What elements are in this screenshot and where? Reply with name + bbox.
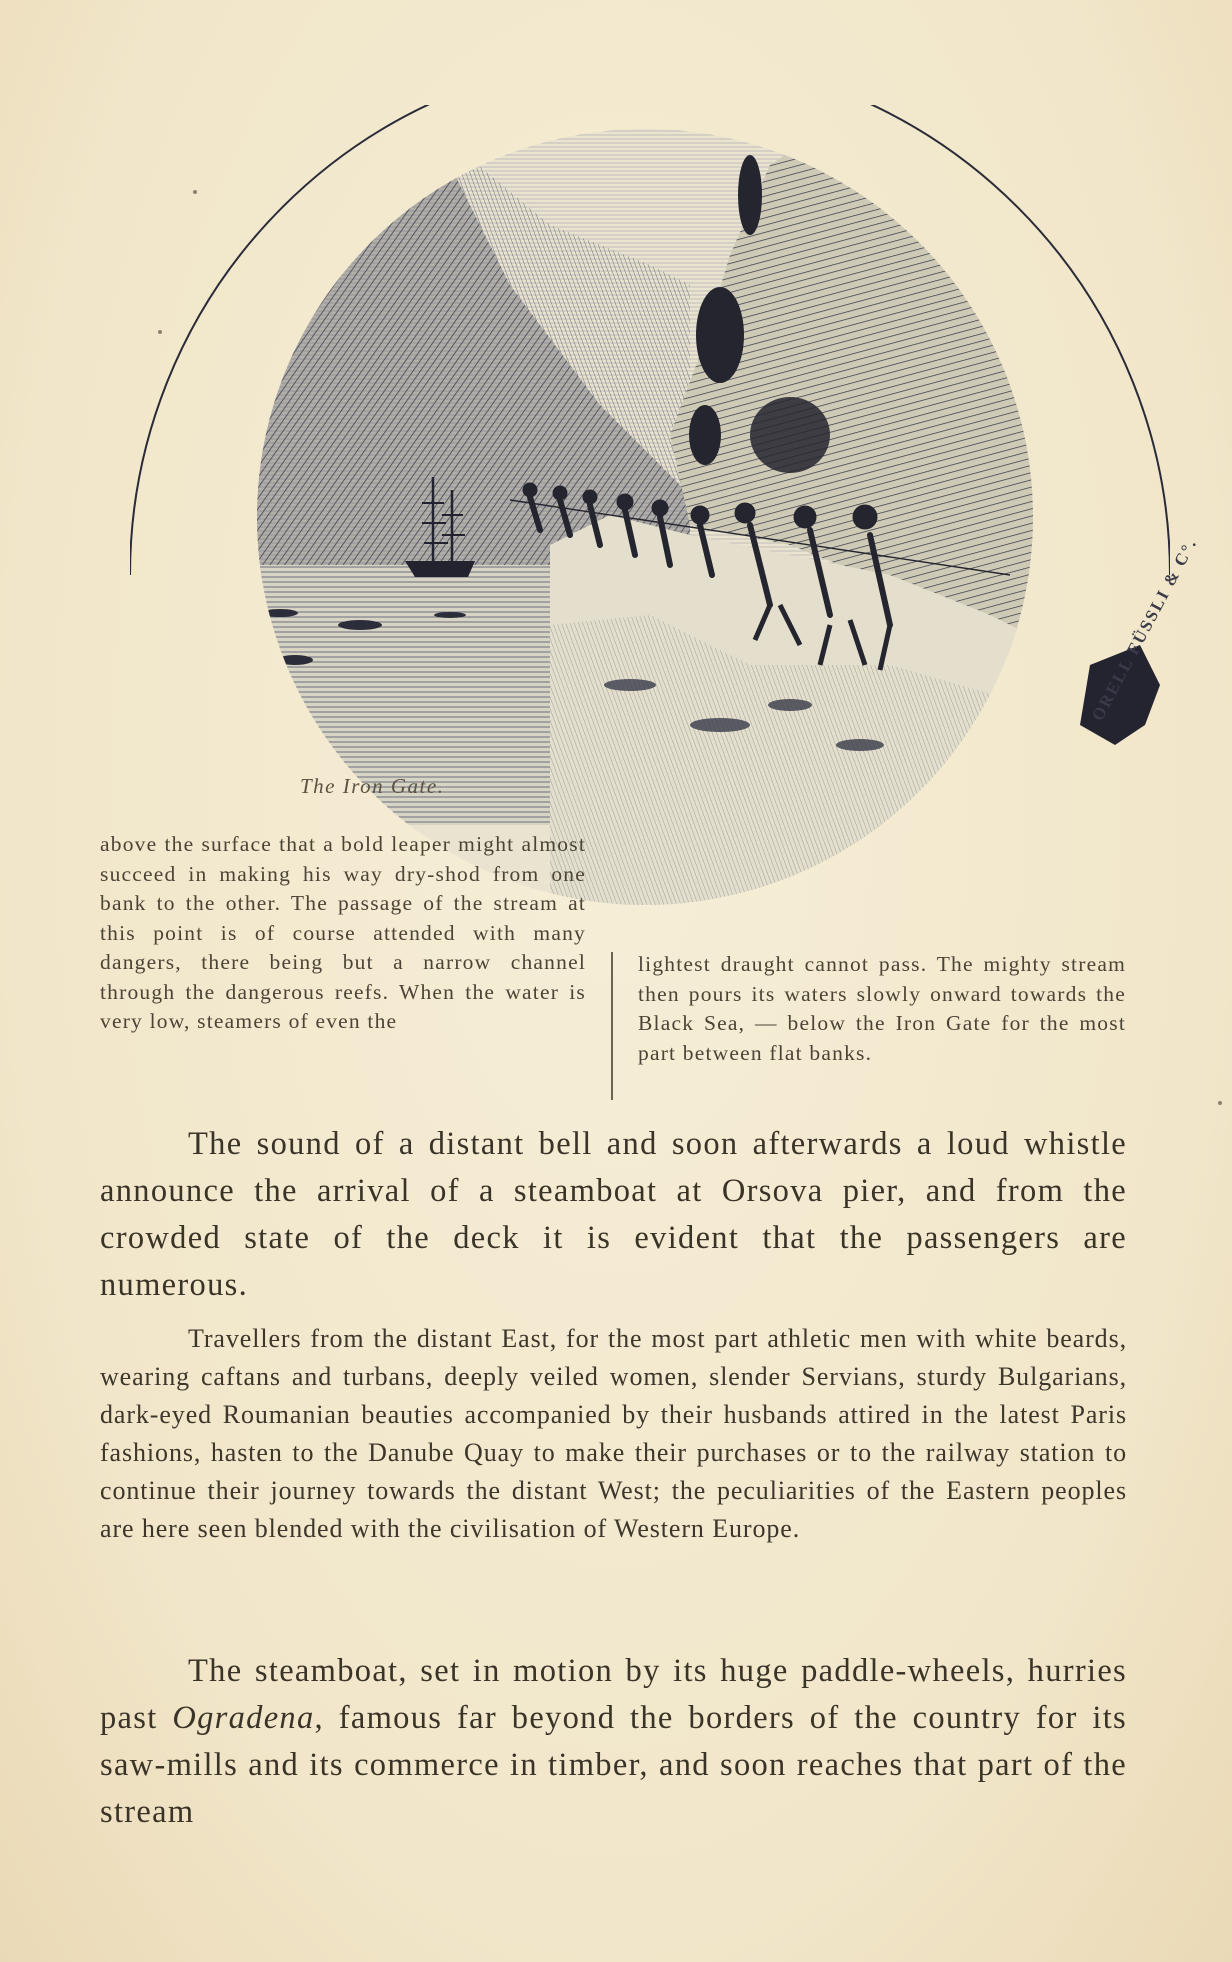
paper-speck (1218, 1101, 1222, 1105)
figure-caption: The Iron Gate. (300, 774, 445, 798)
paragraph-steamboat-motion-start: The steamboat, set in motion by its huge paddle-wheels, hurries past (100, 1653, 1127, 1736)
column-divider (611, 952, 613, 1100)
paragraph-steamboat-motion (100, 1648, 1127, 1836)
place-name-ogradena: Ogradena (172, 1700, 315, 1736)
engraver-signature: ORELL FÜSSLI & C°. (1088, 534, 1201, 724)
iron-gate-engraving (130, 105, 1170, 925)
paragraph-steamboat-arrival: The sound of a distant bell and soon afterwards a loud whistle announce the arrival of a steamboat at Orsova pier, and from the crowded state of the deck it is evident that the passengers are numerous. (100, 1126, 1127, 1303)
paper-speck (158, 330, 162, 334)
column-right: lightest draught cannot pass. The mighty stream then pours its waters slowly onward towards the Black Sea, — below the Iron Gate for the most part between flat banks. (638, 952, 1126, 1065)
column-left: above the surface that a bold leaper might almost succeed in making his way dry-shod from one bank to the other. The passage of the stream at this point is of course attended with many dangers, there being but a narrow channel through the dangerous reefs. When the water is very low, steamers of even the (100, 832, 586, 1033)
paper-speck (193, 190, 197, 194)
paragraph-steamboat-motion-end: , famous far beyond the borders of the country for its saw-mills and its commerce in timber, and soon reaches that part of the stream (100, 1700, 1127, 1830)
paragraph-travellers: Travellers from the distant East, for the most part athletic men with white beards, wearing caftans and turbans, deeply veiled women, slender Servians, sturdy Bulgarians, dark-eyed Roumanian beauties accompanied by their husbands attired in the latest Paris fashions, hasten to the Danube Quay to make their purchases or to the railway station to continue their journey towards the distant West; the peculiarities of the Eastern peoples are here seen blended with the civilisation of Western Europe. (100, 1324, 1127, 1543)
